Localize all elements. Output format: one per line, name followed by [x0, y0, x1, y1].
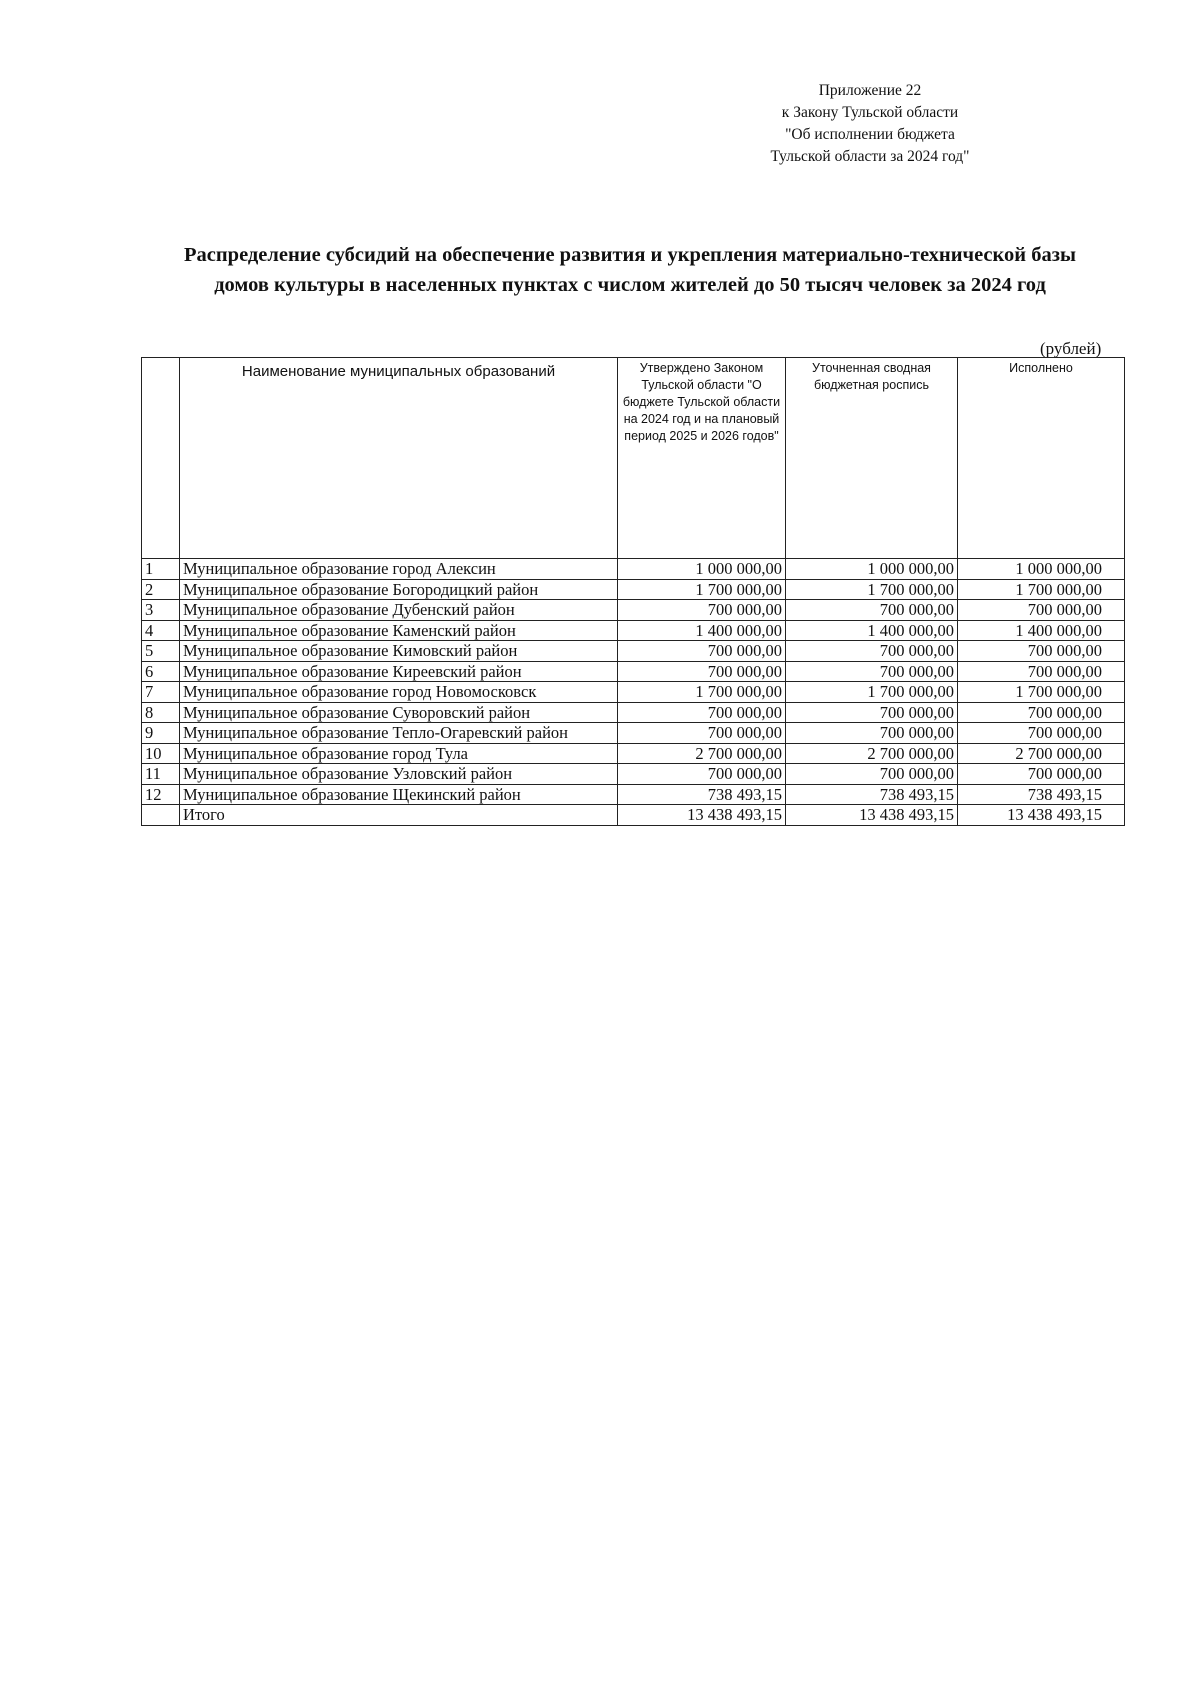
table-row: [142, 579, 1125, 600]
executed-amount: 700 000,00: [958, 723, 1125, 744]
executed-amount: 1 000 000,00: [958, 559, 1125, 580]
approved-amount: 700 000,00: [618, 702, 786, 723]
refined-amount: 700 000,00: [786, 723, 958, 744]
appendix-block: [760, 80, 980, 168]
executed-amount: 700 000,00: [958, 764, 1125, 785]
table-row: [142, 723, 1125, 744]
table-row: [142, 702, 1125, 723]
table-row: [142, 743, 1125, 764]
municipality-name: Муниципальное образование Узловский район: [180, 764, 618, 785]
refined-amount: 2 700 000,00: [786, 743, 958, 764]
header-number: [142, 358, 180, 559]
refined-amount: 700 000,00: [786, 764, 958, 785]
approved-amount: 700 000,00: [618, 641, 786, 662]
municipality-name: Муниципальное образование Богородицкий район: [180, 579, 618, 600]
executed-amount: 13 438 493,15: [958, 805, 1125, 826]
header-approved: Утверждено Законом Тульской области "О бюджете Тульской области на 2024 год и на плановый период 2025 и 2026 годов": [618, 358, 786, 559]
municipality-name: Муниципальное образование Каменский район: [180, 620, 618, 641]
appendix-line: Приложение 22: [818, 82, 922, 99]
municipality-name: Муниципальное образование Щекинский район: [180, 784, 618, 805]
executed-amount: 1 700 000,00: [958, 682, 1125, 703]
approved-amount: 738 493,15: [618, 784, 786, 805]
row-number: 3: [142, 600, 180, 621]
appendix-line: к Закону Тульской области: [781, 104, 959, 121]
refined-amount: 1 700 000,00: [786, 682, 958, 703]
table-row: [142, 559, 1125, 580]
executed-amount: 700 000,00: [958, 641, 1125, 662]
table-header-row: [142, 358, 1125, 559]
approved-amount: 700 000,00: [618, 661, 786, 682]
row-number: 2: [142, 579, 180, 600]
municipality-name: Муниципальное образование Тепло-Огаревский район: [180, 723, 618, 744]
municipality-name: Муниципальное образование Дубенский район: [180, 600, 618, 621]
executed-amount: 738 493,15: [958, 784, 1125, 805]
title-line-2: домов культуры в населенных пунктах с числом жителей до 50 тысяч человек за 2024 год: [214, 274, 1046, 296]
document-title: [130, 240, 1130, 300]
header-refined: Уточненная сводная бюджетная роспись: [786, 358, 958, 559]
appendix-line: "Об исполнении бюджета: [785, 126, 955, 143]
approved-amount: 13 438 493,15: [618, 805, 786, 826]
refined-amount: 700 000,00: [786, 661, 958, 682]
units-label: (рублей): [1040, 339, 1102, 358]
header-name: Наименование муниципальных образований: [180, 358, 618, 559]
municipality-name: Муниципальное образование город Алексин: [180, 559, 618, 580]
row-number: 5: [142, 641, 180, 662]
row-number: 1: [142, 559, 180, 580]
approved-amount: 1 000 000,00: [618, 559, 786, 580]
subsidy-table: [141, 357, 1125, 826]
municipality-name: Муниципальное образование Суворовский район: [180, 702, 618, 723]
approved-amount: 700 000,00: [618, 600, 786, 621]
total-row: [142, 805, 1125, 826]
row-number: 12: [142, 784, 180, 805]
municipality-name: Муниципальное образование Кимовский район: [180, 641, 618, 662]
refined-amount: 1 400 000,00: [786, 620, 958, 641]
approved-amount: 700 000,00: [618, 723, 786, 744]
row-number: 6: [142, 661, 180, 682]
table-row: [142, 661, 1125, 682]
table-row: [142, 620, 1125, 641]
refined-amount: 13 438 493,15: [786, 805, 958, 826]
refined-amount: 1 700 000,00: [786, 579, 958, 600]
refined-amount: 700 000,00: [786, 600, 958, 621]
approved-amount: 1 700 000,00: [618, 682, 786, 703]
executed-amount: 700 000,00: [958, 661, 1125, 682]
executed-amount: 700 000,00: [958, 702, 1125, 723]
approved-amount: 2 700 000,00: [618, 743, 786, 764]
executed-amount: 2 700 000,00: [958, 743, 1125, 764]
row-number: 4: [142, 620, 180, 641]
approved-amount: 1 700 000,00: [618, 579, 786, 600]
municipality-name: Муниципальное образование город Новомосковск: [180, 682, 618, 703]
table-row: [142, 764, 1125, 785]
row-number: 7: [142, 682, 180, 703]
header-executed: Исполнено: [958, 358, 1125, 559]
refined-amount: 738 493,15: [786, 784, 958, 805]
executed-amount: 700 000,00: [958, 600, 1125, 621]
table-row: [142, 682, 1125, 703]
municipality-name: Муниципальное образование Киреевский район: [180, 661, 618, 682]
municipality-name: Итого: [180, 805, 618, 826]
title-line-1: Распределение субсидий на обеспечение развития и укрепления материально-технической базы: [183, 244, 1076, 266]
executed-amount: 1 400 000,00: [958, 620, 1125, 641]
executed-amount: 1 700 000,00: [958, 579, 1125, 600]
row-number: 8: [142, 702, 180, 723]
refined-amount: 700 000,00: [786, 702, 958, 723]
table-row: [142, 600, 1125, 621]
refined-amount: 1 000 000,00: [786, 559, 958, 580]
approved-amount: 1 400 000,00: [618, 620, 786, 641]
row-number: 11: [142, 764, 180, 785]
municipality-name: Муниципальное образование город Тула: [180, 743, 618, 764]
approved-amount: 700 000,00: [618, 764, 786, 785]
row-number: [142, 805, 180, 826]
row-number: 9: [142, 723, 180, 744]
refined-amount: 700 000,00: [786, 641, 958, 662]
appendix-line: Тульской области за 2024 год": [770, 148, 970, 165]
row-number: 10: [142, 743, 180, 764]
table-body: [142, 559, 1125, 826]
table-row: [142, 641, 1125, 662]
table-row: [142, 784, 1125, 805]
